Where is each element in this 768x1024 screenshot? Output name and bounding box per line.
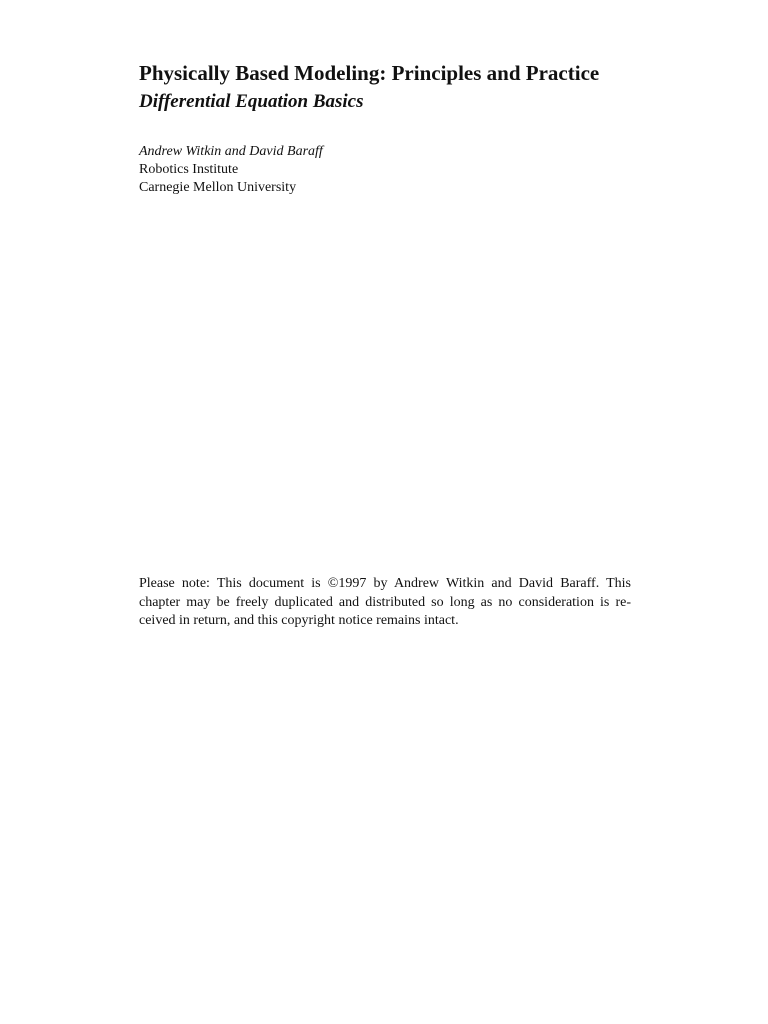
- copyright-note-line-3: ceived in return, and this copyright notice remains intact.: [139, 613, 459, 628]
- affiliation-institute: Robotics Institute: [139, 162, 239, 177]
- author-names: Andrew Witkin and David Baraff: [139, 144, 323, 159]
- author-block: [139, 143, 323, 197]
- document-title: Physically Based Modeling: Principles and Practice: [139, 61, 600, 85]
- affiliation-university: Carnegie Mellon University: [139, 180, 297, 195]
- copyright-note-line-1: Please note: This document is ©1997 by Andrew Witkin and David Baraff. This: [139, 576, 631, 591]
- document-subtitle: Differential Equation Basics: [139, 91, 364, 112]
- copyright-note: [139, 575, 631, 631]
- copyright-note-line-2: chapter may be freely duplicated and distributed so long as no consideration is re-: [139, 594, 631, 610]
